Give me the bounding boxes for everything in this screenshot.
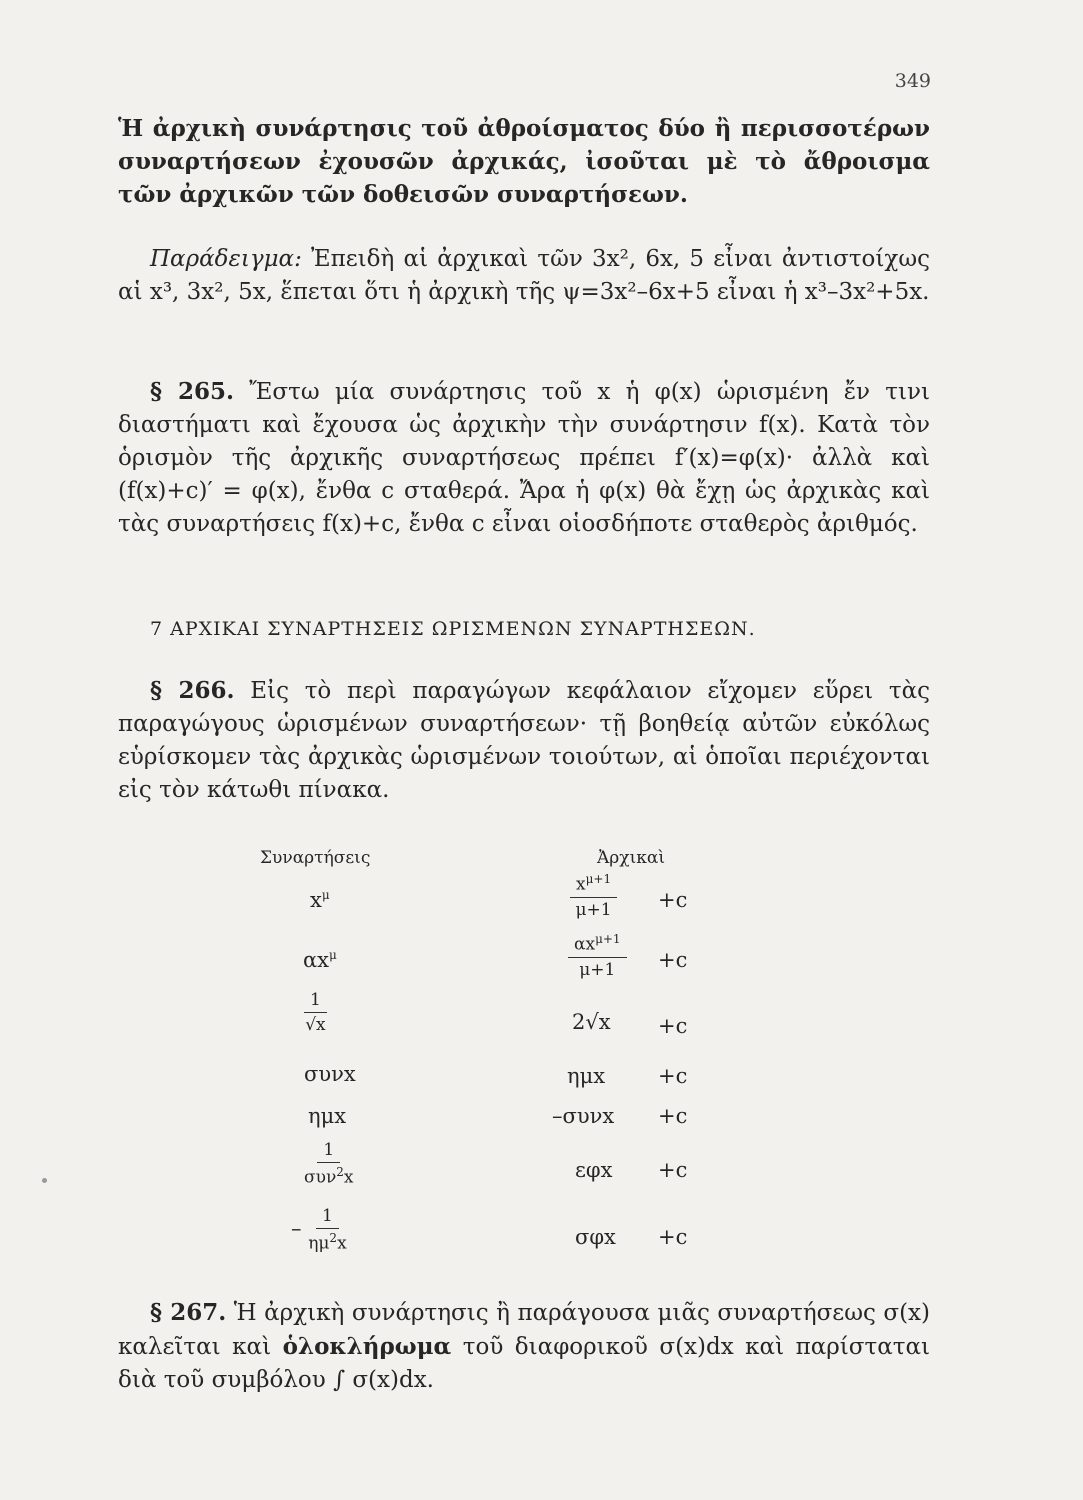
example-text: Ἐπειδὴ αἱ ἀρχικαὶ τῶν 3x², 6x, 5 εἶναι ἀντιστοίχως αἱ x³, 3x², 5x, ἕπεται ὅτι ἡ ἀρχικὴ τῆς ψ=3x²–6x+5 εἶναι ἡ x³–3x²+5x. <box>118 246 930 305</box>
table-row-6-constant: +c <box>658 1158 688 1182</box>
section-265-label: § 265. <box>150 378 234 405</box>
table-row-3-constant: +c <box>658 1014 688 1038</box>
example-paragraph <box>118 243 930 309</box>
section-265-text: Ἔστω μία συνάρτησις τοῦ x ἡ φ(x) ὡρισμένη ἔν τινι διαστήματι καὶ ἔχουσα ὡς ἀρχικὴν τὴν συνάρτησιν f(x). Κατὰ τὸν ὁρισμὸν τῆς ἀρχικῆς συναρτήσεως πρέπει f′(x)=φ(x)· ἀλλὰ καὶ (f(x)+c)′ = φ(x), ἔνθα c σταθερά. Ἄρα ἡ φ(x) θὰ ἔχῃ ὡς ἀρχικὰς καὶ τὰς συναρτήσεις f(x)+c, ἔνθα c εἶναι οἱοσδήποτε σταθερὸς ἀριθμός. <box>118 379 931 537</box>
section-title: 7 ΑΡΧΙΚΑΙ ΣΥΝΑΡΤΗΣΕΙΣ ΩΡΙΣΜΕΝΩΝ ΣΥΝΑΡΤΗΣΕΩΝ. <box>150 618 756 640</box>
table-row-2-function: $\alpha x^\mu$ <box>303 948 337 972</box>
table-row-4-function: συνx <box>304 1062 356 1086</box>
table-row-7-constant: +c <box>658 1225 688 1249</box>
table-row-7-antiderivative: σφx <box>575 1225 616 1249</box>
margin-speck <box>42 1178 47 1183</box>
intro-theorem: Ἡ ἀρχικὴ συνάρτησις τοῦ ἀθροίσματος δύο ἢ περισσοτέρων συναρτήσεων ἐχουσῶν ἀρχικάς, ἰσοῦται μὲ τὸ ἄθροισμα τῶν ἀρχικῶν τῶν δοθεισῶν συναρτήσεων. <box>118 115 930 208</box>
table-row-6-function: $\frac{1}{\sigma\upsilon\nu^2x}$ <box>304 1140 354 1188</box>
section-267-text-b: τοῦ διαφορικοῦ σ(x)dx καὶ παρίσταται διὰ τοῦ συμβόλου ∫ σ(x)dx. <box>118 1334 931 1393</box>
section-267-text-a: Ἡ ἀρχικὴ συνάρτησις ἢ παράγουσα μιᾶς συναρτήσεως σ(x) καλεῖται καὶ <box>118 1300 930 1360</box>
section-266-text: Εἰς τὸ περὶ παραγώγων κεφάλαιον εἴχομεν εὕρει τὰς παραγώγους ὡρισμένων συναρτήσεων· τῇ βοηθείᾳ αὐτῶν εὐκόλως εὑρίσκομεν τὰς ἀρχικὰς ὡρισμένων τοιούτων, αἱ ὁποῖαι περιέχονται εἰς τὸν κάτωθι πίνακα. <box>118 678 930 803</box>
table-row-2-antiderivative: $\frac{\alpha x^{\mu+1}}{\mu+1}$ <box>568 932 627 980</box>
table-row-3-function: $\frac{1}{√x}$ <box>305 990 326 1035</box>
example-label: Παράδειγμα: <box>150 246 302 272</box>
table-row-5-function: ημx <box>308 1104 347 1128</box>
table-row-2-constant: +c <box>658 948 688 972</box>
section-266-paragraph <box>118 674 930 807</box>
section-267-paragraph <box>118 1296 930 1397</box>
page-number: 349 <box>894 70 931 92</box>
table-row-5-antiderivative: –συνx <box>552 1104 615 1128</box>
table-row-5-constant: +c <box>658 1104 688 1128</box>
table-row-6-antiderivative: εφx <box>575 1158 613 1182</box>
section-266-label: § 266. <box>150 677 235 704</box>
integral-term: ὁλοκλήρωμα <box>282 1333 452 1360</box>
table-header-antiderivatives: Ἀρχικαὶ <box>597 848 666 868</box>
table-header-functions: Συναρτήσεις <box>260 848 371 868</box>
table-row-1-constant: +c <box>658 888 688 912</box>
table-row-4-constant: +c <box>658 1064 688 1088</box>
table-row-1-function: $x^\mu$ <box>310 888 330 912</box>
table-row-7-function: – $\frac{1}{\eta\mu^2x}$ <box>291 1206 347 1254</box>
table-row-1-antiderivative: $\frac{x^{\mu+1}}{\mu+1}$ <box>570 872 617 920</box>
section-267-label: § 267. <box>150 1299 227 1326</box>
section-265-paragraph <box>118 375 930 541</box>
table-row-4-antiderivative: ημx <box>567 1064 606 1088</box>
table-row-3-antiderivative: 2√x <box>572 1010 611 1034</box>
